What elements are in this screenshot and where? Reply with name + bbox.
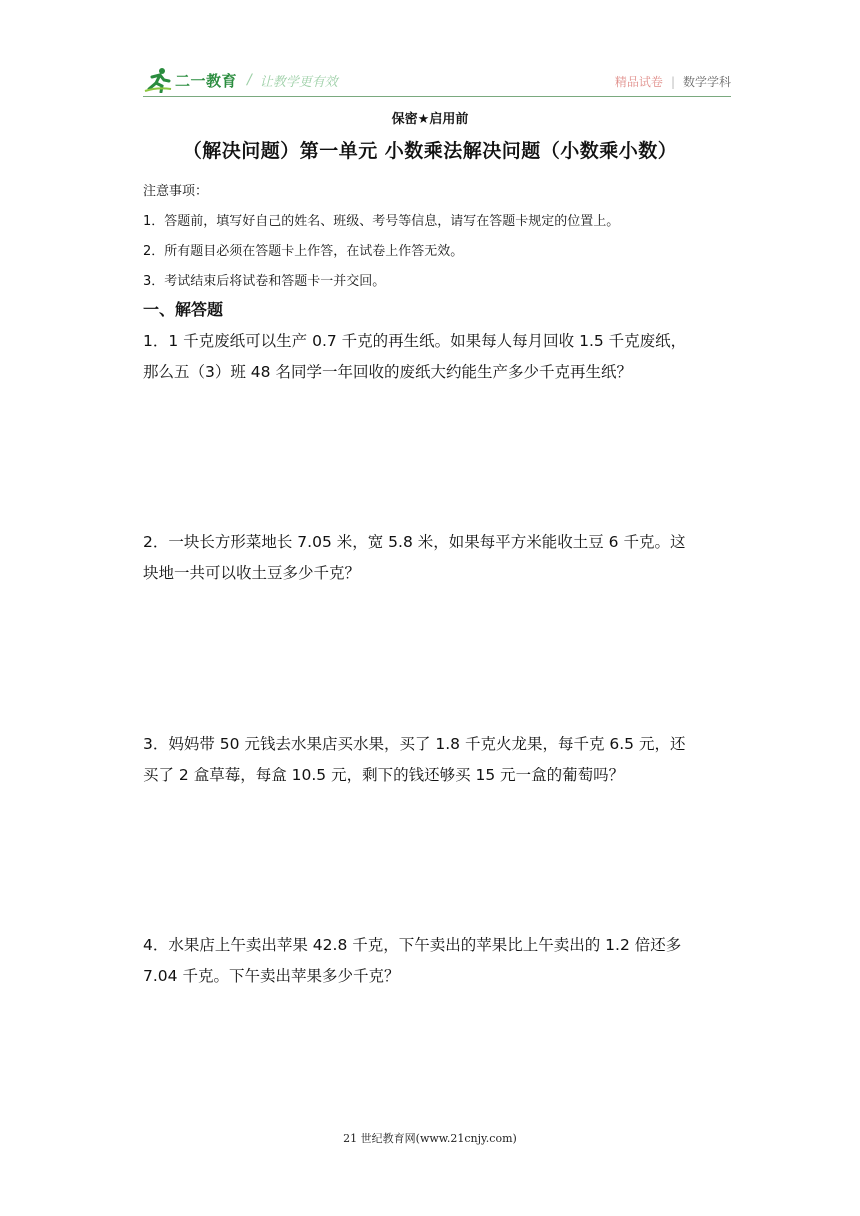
notice-item: 2．所有题目必须在答题卡上作答，在试卷上作答无效。 bbox=[143, 244, 464, 259]
slogan-separator: / bbox=[247, 72, 252, 88]
header-divider bbox=[143, 96, 731, 97]
question-line: 3．妈妈带 50 元钱去水果店买水果，买了 1.8 千克火龙果，每千克 6.5 元，还 bbox=[143, 735, 686, 753]
question-line: 7.04 千克。下午卖出苹果多少千克？ bbox=[143, 967, 400, 985]
tag-separator: | bbox=[670, 74, 675, 89]
question-line: 那么五（3）班 48 名同学一年回收的废纸大约能生产多少千克再生纸？ bbox=[143, 363, 632, 381]
notice-heading: 注意事项： bbox=[143, 184, 209, 199]
question-4 bbox=[143, 930, 743, 992]
runner-icon bbox=[143, 67, 173, 93]
page-header bbox=[143, 64, 731, 100]
page-title: （解决问题）第一单元 小数乘法解决问题（小数乘小数） bbox=[182, 140, 678, 162]
question-line: 2．一块长方形菜地长 7.05 米，宽 5.8 米，如果每平方米能收土豆 6 千克。这 bbox=[143, 533, 686, 551]
notice-item: 1．答题前，填写好自己的姓名、班级、考号等信息，请写在答题卡规定的位置上。 bbox=[143, 214, 620, 229]
confidential-label: 保密★启用前 bbox=[391, 112, 469, 127]
tag-premium: 精品试卷 bbox=[614, 75, 663, 89]
question-line: 1．1 千克废纸可以生产 0.7 千克的再生纸。如果每人每月回收 1.5 千克废纸， bbox=[143, 332, 687, 350]
question-1 bbox=[143, 326, 743, 388]
question-line: 买了 2 盒草莓，每盒 10.5 元，剩下的钱还够买 15 元一盒的葡萄吗？ bbox=[143, 766, 625, 784]
question-line: 4．水果店上午卖出苹果 42.8 千克，下午卖出的苹果比上午卖出的 1.2 倍还多 bbox=[143, 936, 682, 954]
question-line: 块地一共可以收土豆多少千克？ bbox=[143, 564, 361, 582]
page-footer: 21 世纪教育网(www.21cnjy.com) bbox=[343, 1132, 517, 1145]
question-2 bbox=[143, 527, 743, 589]
header-tags bbox=[615, 73, 731, 90]
brand-name: 二一教育 bbox=[175, 71, 238, 90]
notice-item: 3．考试结束后将试卷和答题卡一并交回。 bbox=[143, 274, 386, 289]
question-3 bbox=[143, 729, 743, 791]
brand-logo bbox=[143, 66, 338, 94]
section-heading: 一、解答题 bbox=[143, 300, 224, 319]
brand-slogan: 让教学更有效 bbox=[259, 74, 338, 90]
tag-subject: 数学学科 bbox=[682, 75, 731, 89]
